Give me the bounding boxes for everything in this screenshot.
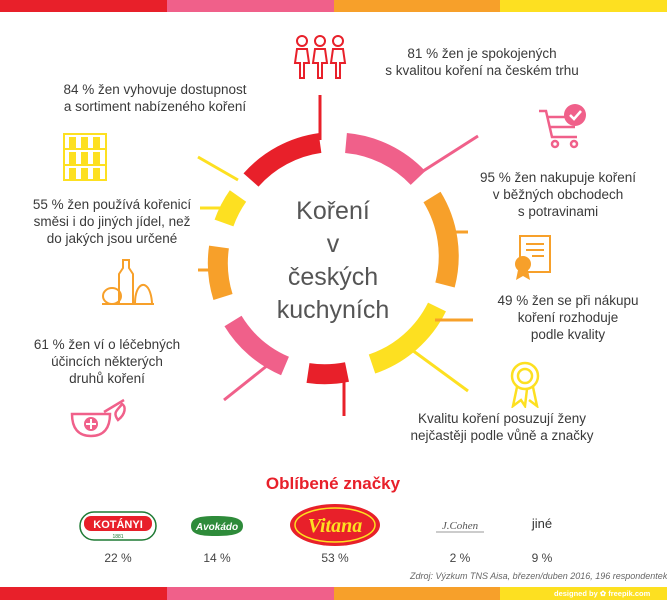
- shopping-cart-check-icon: [537, 101, 587, 151]
- avokado-logo: [185, 514, 249, 538]
- herbal-mortar-icon: [68, 398, 128, 440]
- j-cohen-share: 2 %: [449, 551, 471, 565]
- connector-line: [224, 361, 273, 400]
- other-brands-share: 9 %: [531, 551, 553, 565]
- svg-text:J.Cohen: J.Cohen: [441, 520, 479, 532]
- quality-certificate-icon: [512, 234, 552, 282]
- j-cohen-logo: [430, 514, 490, 536]
- ring-segment: [251, 143, 320, 180]
- kotanyi-logo: [78, 510, 158, 542]
- ring-segment: [233, 321, 285, 366]
- svg-text:Vitana: Vitana: [307, 515, 363, 537]
- ring-segment: [432, 197, 449, 285]
- fact-quality: 49 % žen se při nákupu koření rozhoduje podle kvality: [497, 293, 639, 342]
- fact-blends: 55 % žen používá kořenicí směsi i do jiných jídel, než do jakých jsou určené: [32, 197, 192, 246]
- infographic-title: Koření v českých kuchyních: [276, 197, 390, 324]
- fact-healing: 61 % žen ví o léčebných účincích některých druhů koření: [33, 337, 181, 386]
- fact-satisfaction: 81 % žen je spokojených s kvalitou koření na českém trhu: [385, 46, 579, 78]
- svg-text:Avokádo: Avokádo: [195, 522, 239, 533]
- favorite-brands-heading: Oblíbené značky: [265, 474, 401, 493]
- source-note: Zdroj: Výzkum TNS Aisa, březen/duben 2016, 196 respondentek: [410, 571, 667, 581]
- designer-credit: designed by ✿ freepik.com: [554, 589, 651, 598]
- three-women-icon: [292, 33, 348, 81]
- connector-line: [420, 136, 478, 173]
- connector-line: [412, 350, 468, 391]
- fact-shopping: 95 % žen nakupuje koření v běžných obchodech s potravinami: [479, 170, 637, 219]
- kotanyi-share: 22 %: [104, 551, 132, 565]
- svg-text:KOTÁNYI: KOTÁNYI: [93, 519, 143, 531]
- spice-bottles-icon: [100, 258, 156, 306]
- ring-segment: [346, 143, 418, 178]
- fact-availability: 84 % žen vyhovuje dostupnost a sortiment nabízeného koření: [63, 82, 247, 114]
- ring-segment: [308, 372, 347, 374]
- spice-shelves-icon: [62, 132, 108, 182]
- award-rosette-icon: [505, 360, 545, 408]
- fact-smell-brand: Kvalitu koření posuzují ženy nejčastěji podle vůně a značky: [410, 411, 594, 443]
- vitana-share: 53 %: [321, 551, 349, 565]
- svg-text:1881: 1881: [112, 534, 124, 540]
- ring-segment: [218, 247, 223, 297]
- vitana-logo: [288, 502, 382, 548]
- other-brands-label: jiné: [531, 516, 553, 531]
- avokado-share: 14 %: [203, 551, 231, 565]
- connector-line: [198, 157, 238, 180]
